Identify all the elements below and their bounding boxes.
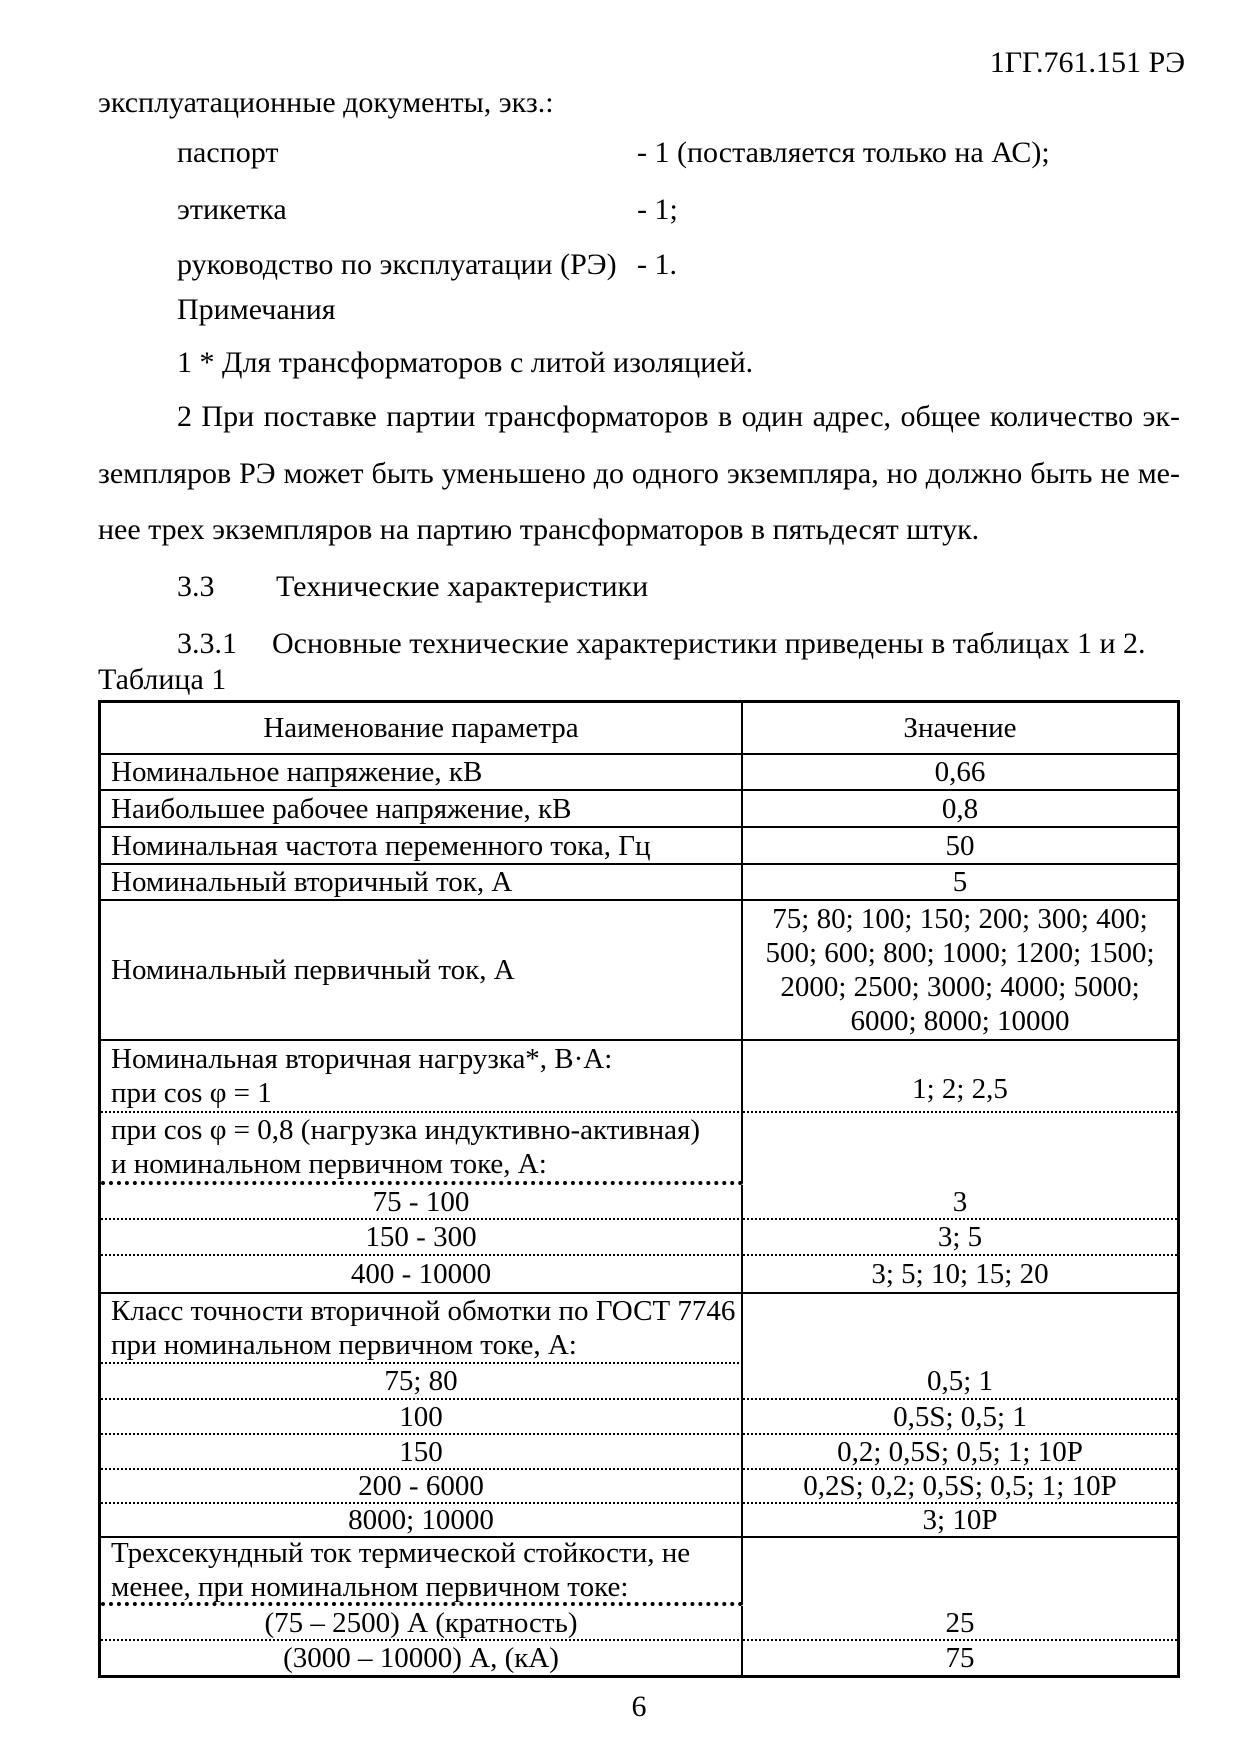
table-row: [101, 1400, 1177, 1435]
table-cell-param: Номинальная частота переменного тока, Гц: [101, 828, 743, 865]
table-cell-param: Наименование параметра: [101, 703, 743, 755]
table-cell-value: 50: [743, 828, 1177, 865]
table-row: [101, 1364, 1177, 1400]
table-cell-param: 75 - 100: [101, 1185, 743, 1220]
table-row: [101, 1041, 1177, 1113]
table-cell-param: 8000; 10000: [101, 1504, 743, 1538]
table-cell-value: 3; 5; 10; 15; 20: [743, 1256, 1177, 1294]
table-caption: Таблица 1: [98, 663, 227, 696]
doc-list-label: этикетка: [177, 193, 287, 226]
table-cell-value: 0,5; 1: [743, 1364, 1177, 1400]
table-cell-value: 0,8: [743, 791, 1177, 828]
table-cell-value: 0,2S; 0,2; 0,5S; 0,5; 1; 10Р: [743, 1470, 1177, 1504]
doc-list-label: руководство по эксплуатации (РЭ): [177, 248, 617, 281]
table-row: [101, 1606, 1177, 1641]
doc-list-value: - 1 (поставляется только на АС);: [637, 136, 1050, 169]
table-cell-param: 100: [101, 1400, 743, 1435]
table-cell-param: Трехсекундный ток термической стойкости, не менее, при номинальном первичном токе:: [101, 1538, 743, 1606]
subsection-line: [0, 627, 1241, 663]
section-number: 3.3: [177, 570, 215, 603]
table-cell-value: 75: [945, 1642, 975, 1674]
table-cell-param: 400 - 10000: [101, 1256, 743, 1294]
table-cell-param: при cos φ = 0,8 (нагрузка индуктивно-активная) и номинальном первичном токе, А:: [101, 1113, 743, 1185]
notes-title: Примечания: [177, 293, 336, 326]
table-row: [101, 1185, 1177, 1220]
table-cell-value: 25: [743, 1606, 1177, 1641]
doc-list-item: [0, 136, 1241, 172]
note-2-line-1: 2 При поставке партии трансформаторов в один адрес, общее количество эк-: [177, 400, 1180, 433]
doc-number: 1ГГ.761.151 РЭ: [989, 46, 1185, 79]
table-row: [101, 1256, 1177, 1294]
table-row: [101, 1294, 1177, 1364]
doc-list-item: [0, 248, 1241, 284]
table-cell-param: 150 - 300: [101, 1220, 743, 1256]
table-row: [101, 1435, 1177, 1470]
doc-list-value: - 1;: [637, 193, 678, 226]
note-2-line-2: земпляров РЭ может быть уменьшено до одного экземпляра, но должно быть не ме-: [98, 457, 1180, 490]
table-1-body: [101, 703, 1177, 1675]
table-cell-param: 75; 80: [101, 1364, 743, 1400]
table-cell-value: [743, 1113, 1177, 1185]
table-cell-param: Номинальная вторичная нагрузка*, В·А: при cos φ = 1: [101, 1041, 743, 1113]
table-row: [101, 703, 1177, 755]
table-cell-param: Класс точности вторичной обмотки по ГОСТ 7746 при номинальном первичном токе, А:: [101, 1294, 743, 1364]
table-cell-value: 0,2; 0,5S; 0,5; 1; 10Р: [743, 1435, 1177, 1470]
table-cell-param: (3000 – 10000) А, (кА): [101, 1641, 743, 1675]
table-row: [101, 1504, 1177, 1538]
table-row: [101, 1220, 1177, 1256]
table-cell-param: (75 – 2500) А (кратность): [101, 1606, 743, 1641]
table-row: [101, 865, 1177, 901]
table-row: [101, 1538, 1177, 1606]
table-cell-value: 5: [743, 865, 1177, 901]
table-row: [101, 791, 1177, 828]
table-cell-value: 0,5S; 0,5; 1: [743, 1400, 1177, 1435]
page-number: 6: [631, 1690, 647, 1723]
section-title: Технические характеристики: [276, 570, 649, 603]
note-2-line-3: нее трех экземпляров на партию трансформаторов в пятьдесят штук.: [98, 513, 980, 546]
table-cell-value: Значение: [743, 703, 1177, 755]
table-row: [101, 1641, 1177, 1675]
table-cell-value: 3: [743, 1185, 1177, 1220]
doc-list-item: [0, 193, 1241, 229]
table-cell-value: [743, 1538, 1177, 1606]
table-cell-param: Номинальный вторичный ток, А: [101, 865, 743, 901]
table-cell-value: 75; 80; 100; 150; 200; 300; 400; 500; 600; 800; 1000; 1200; 1500; 2000; 2500; 3000; 4000; 5000; 6000; 8000; 10000: [743, 901, 1177, 1041]
lead-line: эксплуатационные документы, экз.:: [98, 86, 554, 119]
table-cell-param: Номинальный первичный ток, А: [101, 901, 743, 1041]
table-1: [98, 700, 1180, 1678]
table-row: [101, 1470, 1177, 1504]
table-cell-param: 200 - 6000: [101, 1470, 743, 1504]
table-row: [101, 755, 1177, 791]
doc-list-label: паспорт: [177, 136, 279, 169]
table-cell-param: Номинальное напряжение, кВ: [101, 755, 743, 791]
table-row: [101, 828, 1177, 865]
table-cell-value: 1; 2; 2,5: [743, 1041, 1177, 1113]
subsection-number: 3.3.1: [177, 627, 237, 660]
table-cell-value: 3; 5: [743, 1220, 1177, 1256]
doc-list-value: - 1.: [637, 248, 677, 281]
table-cell-param: 150: [101, 1435, 743, 1470]
table-cell-param: Наибольшее рабочее напряжение, кВ: [101, 791, 743, 828]
table-cell-value: 3; 10Р: [743, 1504, 1177, 1538]
table-cell-value: 0,66: [743, 755, 1177, 791]
table-cell-value: [743, 1294, 1177, 1364]
section-heading: [0, 570, 1241, 606]
table-row: [101, 901, 1177, 1041]
note-1: 1 * Для трансформаторов с литой изоляцией.: [177, 346, 754, 379]
subsection-text: Основные технические характеристики приведены в таблицах 1 и 2.: [272, 627, 1146, 660]
table-row: [101, 1113, 1177, 1185]
